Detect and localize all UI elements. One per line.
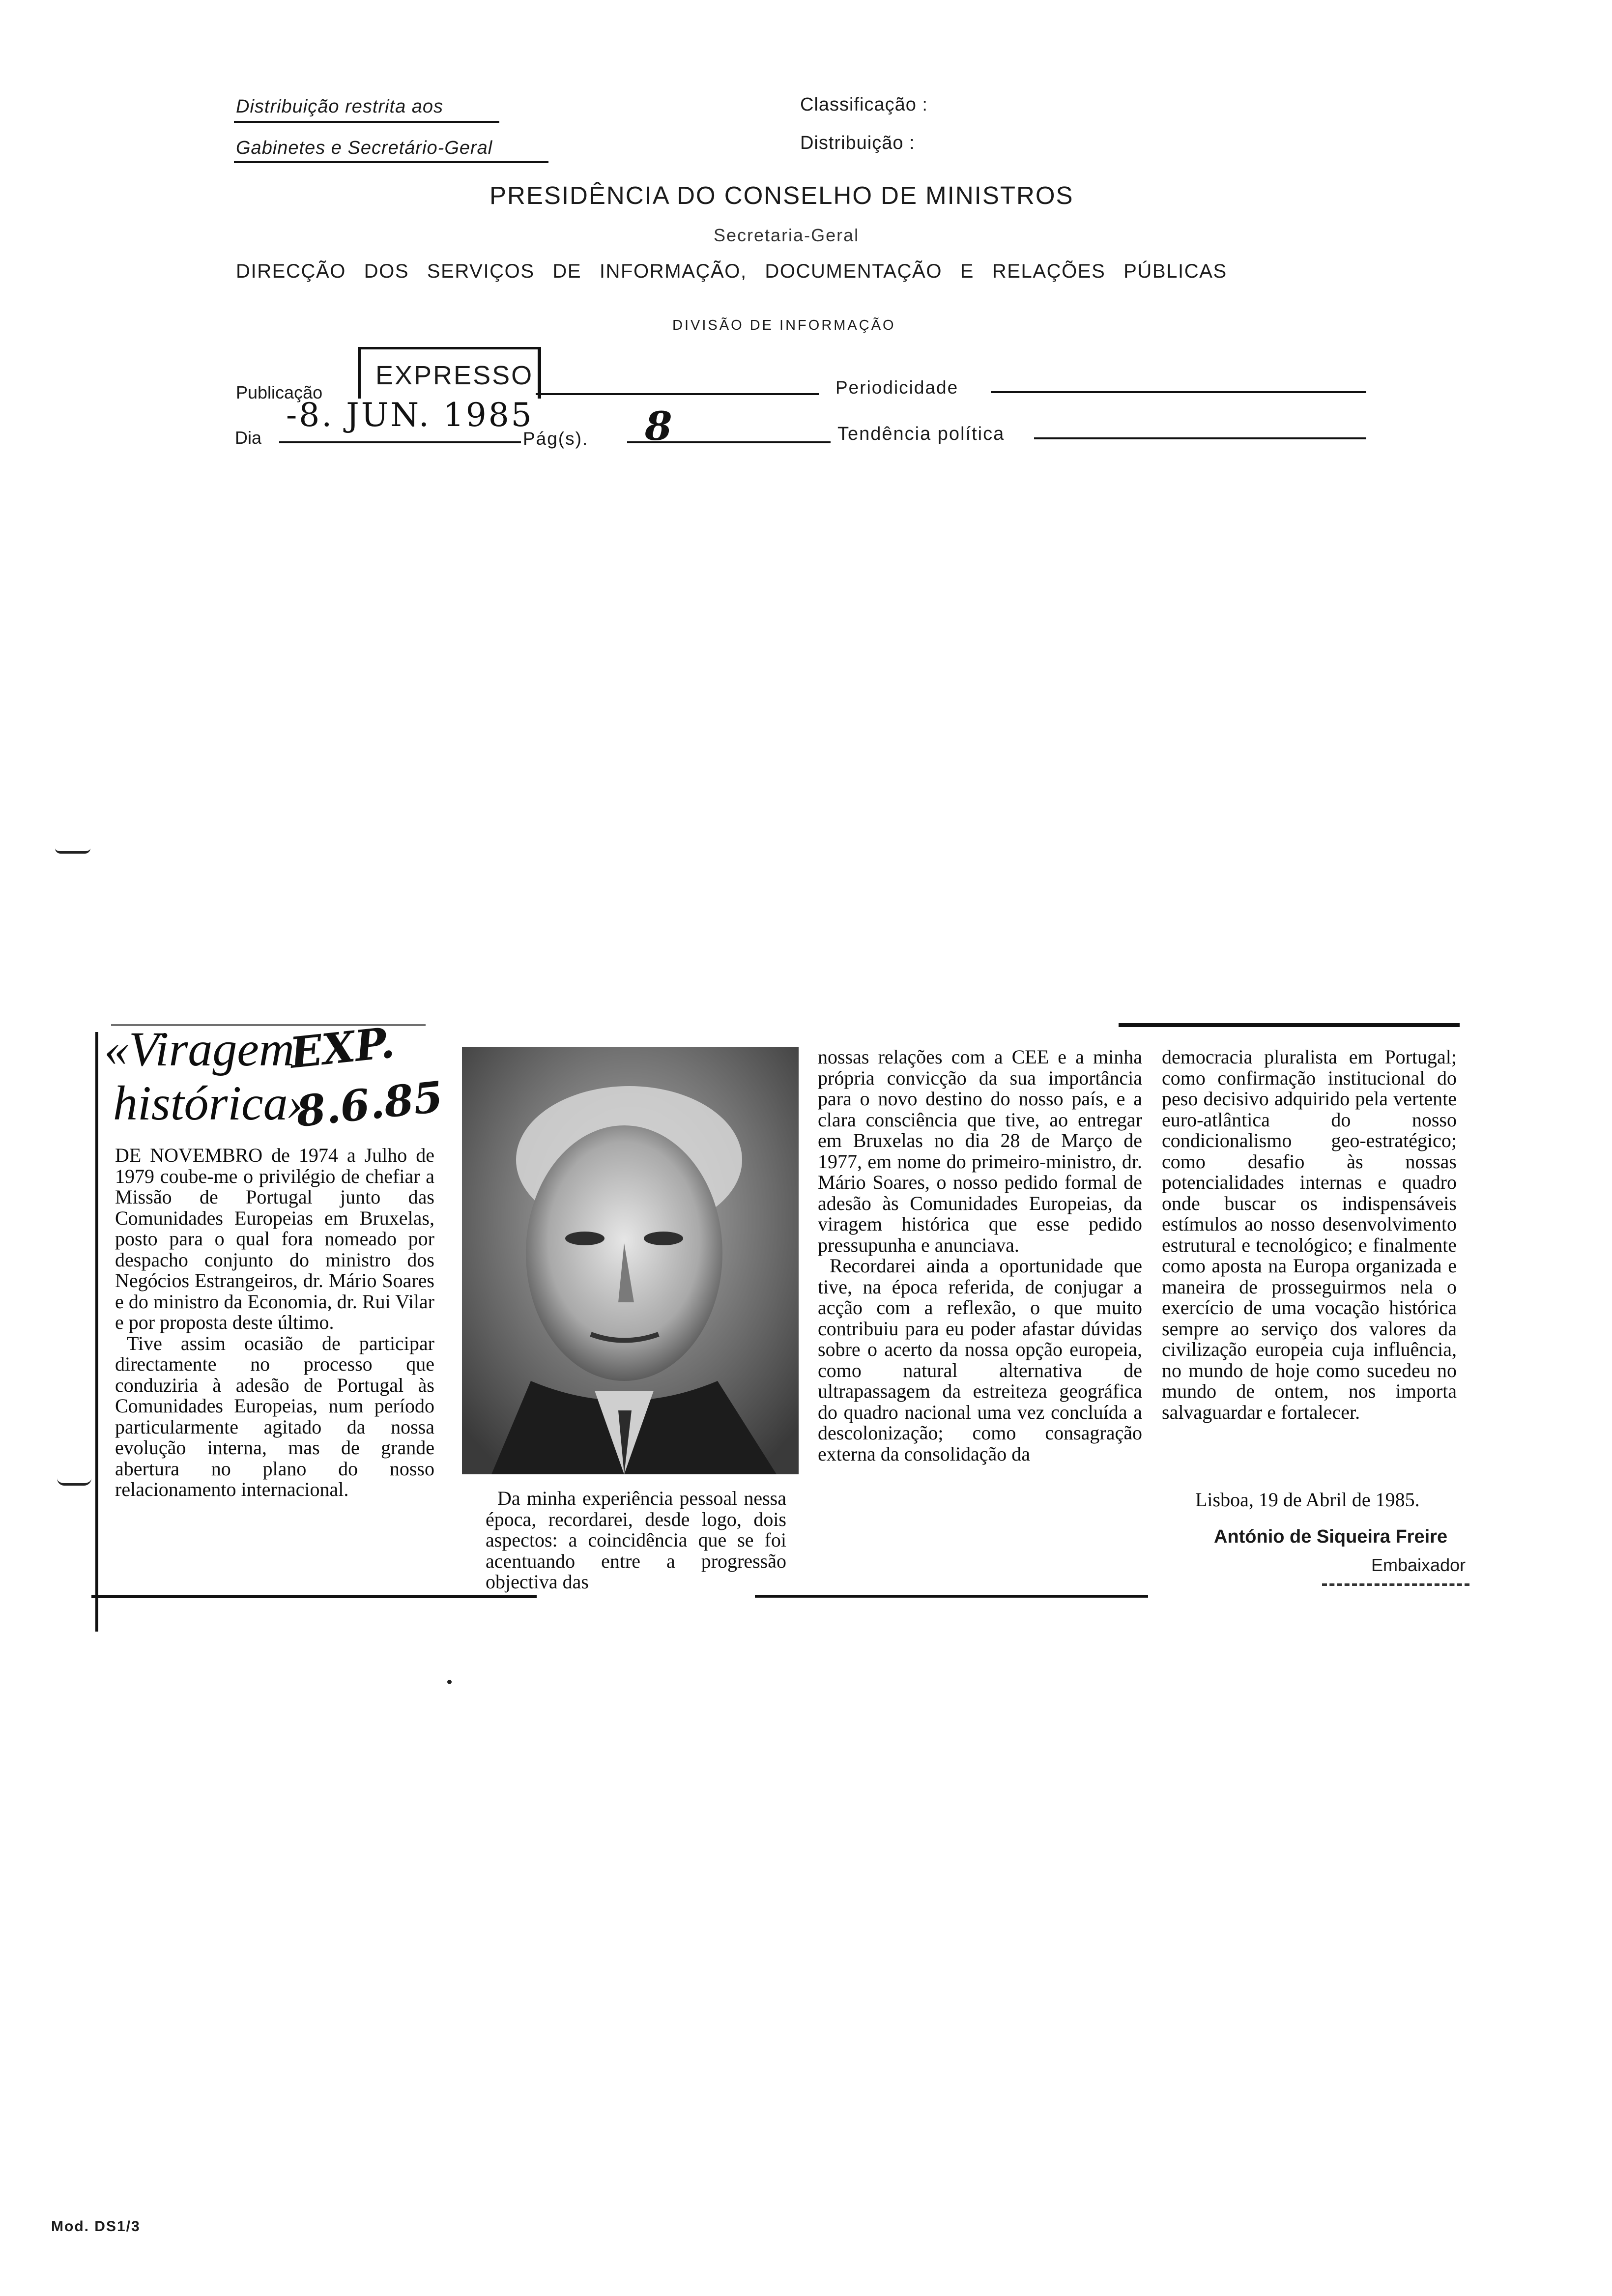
portrait-illustration — [462, 1047, 799, 1474]
clipping-bottom-specks — [1322, 1583, 1469, 1586]
scan-speck — [447, 1680, 452, 1684]
scan-mark-left-2 — [57, 1478, 91, 1486]
date-stamp: -8. JUN. 1985 — [286, 396, 534, 434]
article-col1-paragraph-2: Tive assim ocasião de participar directamente no processo que conduziria à adesão de Portugal às Comunidades Europeias, num período particularmente agitado da nossa evolução interna, mas de grande abertura no plano do nosso relacionamento internacional. — [115, 1332, 434, 1500]
publication-label: Publicação — [236, 382, 323, 402]
publication-value: EXPRESSO — [375, 361, 534, 390]
publication-stamp — [358, 347, 541, 399]
clipping-bottom-rule-2 — [755, 1595, 1148, 1598]
caption-paragraph: Da minha experiência pessoal nessa época, recordarei, desde logo, dois aspectos: a coincidência que se foi acentuando entre a progressão objectiva das — [486, 1487, 786, 1593]
clipping-top-rule-right — [1119, 1023, 1460, 1027]
article-column-4 — [1162, 1047, 1457, 1423]
scan-mark-left-1 — [55, 848, 90, 854]
model-number: Mod. DS1/3 — [51, 2218, 141, 2235]
presidency-heading: PRESIDÊNCIA DO CONSELHO DE MINISTROS — [489, 181, 1074, 209]
portrait-photo — [462, 1047, 799, 1474]
clipping-left-border — [95, 1032, 98, 1632]
pages-value: 8 — [645, 403, 672, 449]
article-dateline: Lisboa, 19 de Abril de 1985. — [1195, 1489, 1420, 1511]
article-author: António de Siqueira Freire — [1214, 1526, 1448, 1547]
article-title-line1: «Viragem — [104, 1022, 294, 1076]
pages-label: Pág(s). — [523, 429, 589, 449]
photo-caption — [486, 1488, 786, 1593]
tendency-line — [1034, 437, 1366, 439]
handwritten-date-note: EXP. 8.6.85 — [288, 1018, 445, 1137]
secretariat-heading: Secretaria-Geral — [714, 225, 860, 245]
publication-line — [536, 393, 819, 395]
periodicity-line — [991, 391, 1366, 393]
date-label: Dia — [235, 428, 262, 448]
article-col1-paragraph-1: DE NOVEMBRO de 1974 a Julho de 1979 coube-me o privilégio de chefiar a Missão de Portugal junto das Comunidades Europeias em Bruxelas, posto para o qual fora nomeado por despacho conjunto do ministro dos Negócios Estrangeiros, dr. Mário Soares e do ministro da Economia, dr. Rui Vilar e por proposta deste último. — [115, 1144, 434, 1333]
distribution-underline-2 — [234, 161, 548, 163]
distribution-restriction-line1: Distribuição restrita aos — [236, 96, 444, 117]
directorate-heading: DIRECÇÃO DOS SERVIÇOS DE INFORMAÇÃO, DOCUMENTAÇÃO E RELAÇÕES PÚBLICAS — [236, 260, 1227, 282]
article-column-1 — [115, 1145, 434, 1500]
article-col4-paragraph-1: democracia pluralista em Portugal; como confirmação institucional do peso decisivo adquirido pela vertente euro-atlântica do nosso condicionalismo geo-estratégico; como desafio às nossas potencialidades internas e quadro onde buscar os indispensáveis estímulos ao nosso desenvolvimento estrutural e tecnológico; e finalmente como aposta na Europa organizada e maneira de prosseguirmos nela o exercício de uma vocação histórica sempre ao serviço dos valores da civilização europeia cuja influência, no mundo de hoje como sucedeu no mundo de ontem, nos importa salvaguardar e fortalecer. — [1162, 1046, 1457, 1423]
article-title-line2: histórica» — [113, 1076, 313, 1130]
article-column-3 — [818, 1047, 1142, 1464]
pages-line — [627, 441, 831, 443]
article-col3-paragraph-1: nossas relações com a CEE e a minha própria convicção da sua importância para o novo destino do nosso país, e a clara consciência que tive, ao entregar em Bruxelas no dia 28 de Março de 1977, em nome do primeiro-ministro, dr. Mário Soares, o nosso pedido formal de adesão às Comunidades Europeias, da viragem histórica que esse pedido pressupunha e anunciava. — [818, 1046, 1142, 1256]
date-line — [279, 441, 521, 443]
clipping-bottom-rule-1 — [91, 1595, 537, 1598]
periodicity-label: Periodicidade — [835, 377, 959, 398]
division-heading: DIVISÃO DE INFORMAÇÃO — [672, 317, 896, 333]
distribution-label: Distribuição : — [800, 133, 915, 153]
distribution-underline-1 — [234, 121, 499, 123]
tendency-label: Tendência política — [837, 424, 1005, 444]
article-author-title: Embaixador — [1371, 1555, 1466, 1575]
article-col3-paragraph-2: Recordarei ainda a oportunidade que tive, na época referida, de conjugar a acção com a reflexão, o que muito contribuiu para eu poder afastar dúvidas sobre o acerto da nossa opção europeia, como natural alternativa de ultrapassagem da estreiteza geográfica do quadro nacional uma vez concluída a descolonização; como consagração externa da consolidação da — [818, 1255, 1142, 1465]
distribution-restriction-line2: Gabinetes e Secretário-Geral — [236, 138, 493, 158]
classification-label: Classificação : — [800, 94, 928, 115]
